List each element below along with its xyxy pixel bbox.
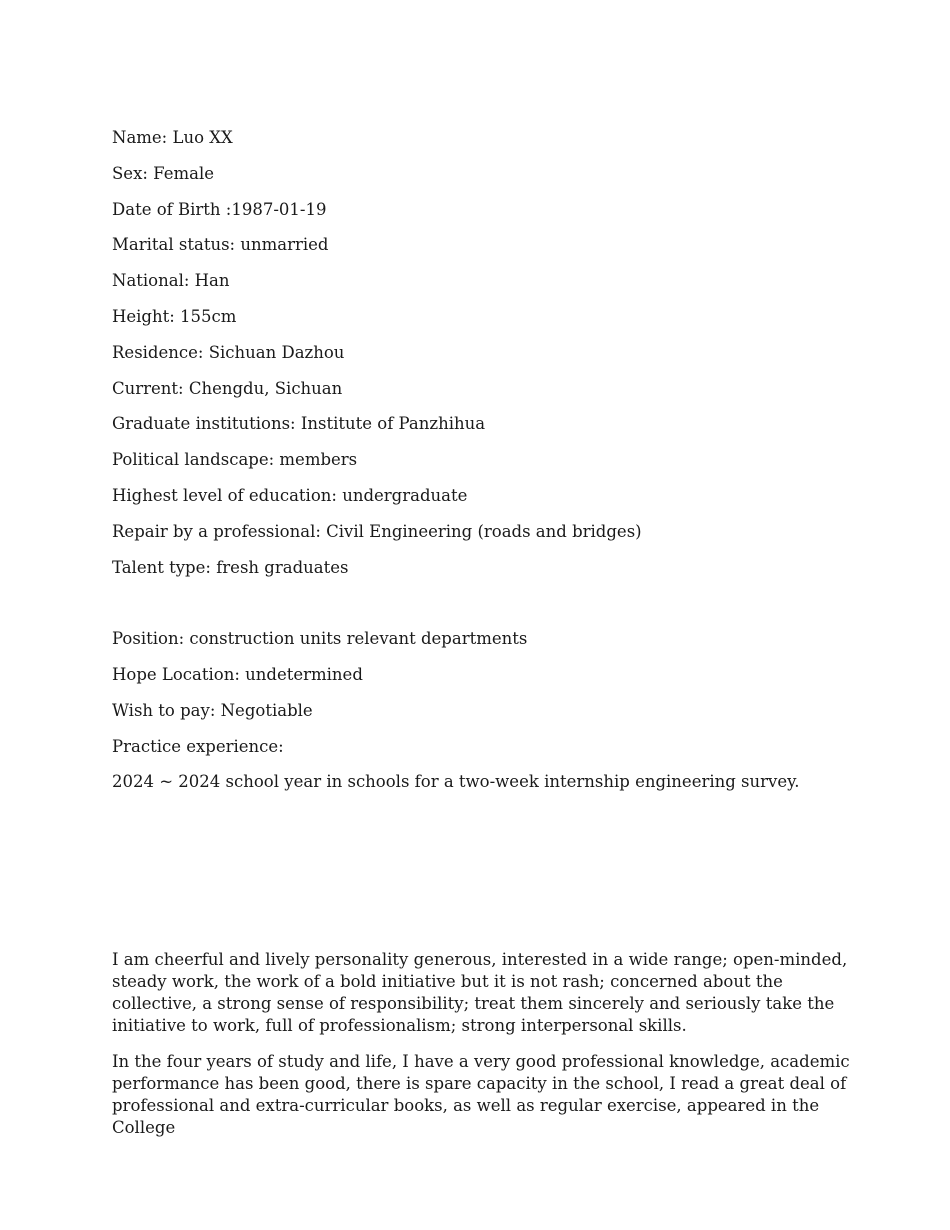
talent-type-field: Talent type: fresh graduates: [112, 557, 349, 577]
marital-status-field: Marital status: unmarried: [112, 235, 329, 255]
national-field: National: Han: [112, 271, 230, 291]
hope-location-field: Hope Location: undetermined: [112, 664, 363, 684]
practice-experience-entry: 2024 ~ 2024 school year in schools for a two-week internship engineering survey.: [112, 772, 800, 792]
education-level-field: Highest level of education: undergraduate: [112, 485, 468, 505]
self-evaluation-paragraph-1: I am cheerful and lively personality generous, interested in a wide range; open-minded, steady work, the work of a bold initiative but it is not rash; concerned about the collective, a strong sense of responsibility; treat them sincerely and seriously take the initiative to work, full of professionalism; strong interpersonal skills.: [112, 950, 848, 1036]
wish-to-pay-field: Wish to pay: Negotiable: [112, 700, 313, 720]
practice-experience-label: Practice experience:: [112, 736, 284, 756]
graduate-institution-field: Graduate institutions: Institute of Panzhihua: [112, 414, 486, 434]
self-evaluation-paragraph-2: In the four years of study and life, I have a very good professional knowledge, academic performance has been good, there is spare capacity in the school, I read a great deal of professional and extra-curricular books, as well as regular exercise, appeared in the College: [112, 1052, 850, 1138]
residence-field: Residence: Sichuan Dazhou: [112, 342, 345, 362]
position-field: Position: construction units relevant departments: [112, 629, 528, 649]
current-location-field: Current: Chengdu, Sichuan: [112, 378, 343, 398]
resume-page: [112, 126, 852, 1153]
personal-info-section: [112, 126, 852, 591]
self-evaluation-section: [112, 949, 852, 1139]
section-spacer: [112, 591, 852, 627]
section-spacer-large: [112, 806, 852, 949]
date-of-birth-field: Date of Birth :1987-01-19: [112, 199, 327, 219]
name-field: Name: Luo XX: [112, 128, 233, 147]
sex-field: Sex: Female: [112, 163, 215, 183]
political-landscape-field: Political landscape: members: [112, 450, 358, 470]
job-intention-section: [112, 627, 852, 806]
height-field: Height: 155cm: [112, 306, 237, 326]
major-field: Repair by a professional: Civil Engineering (roads and bridges): [112, 521, 642, 541]
